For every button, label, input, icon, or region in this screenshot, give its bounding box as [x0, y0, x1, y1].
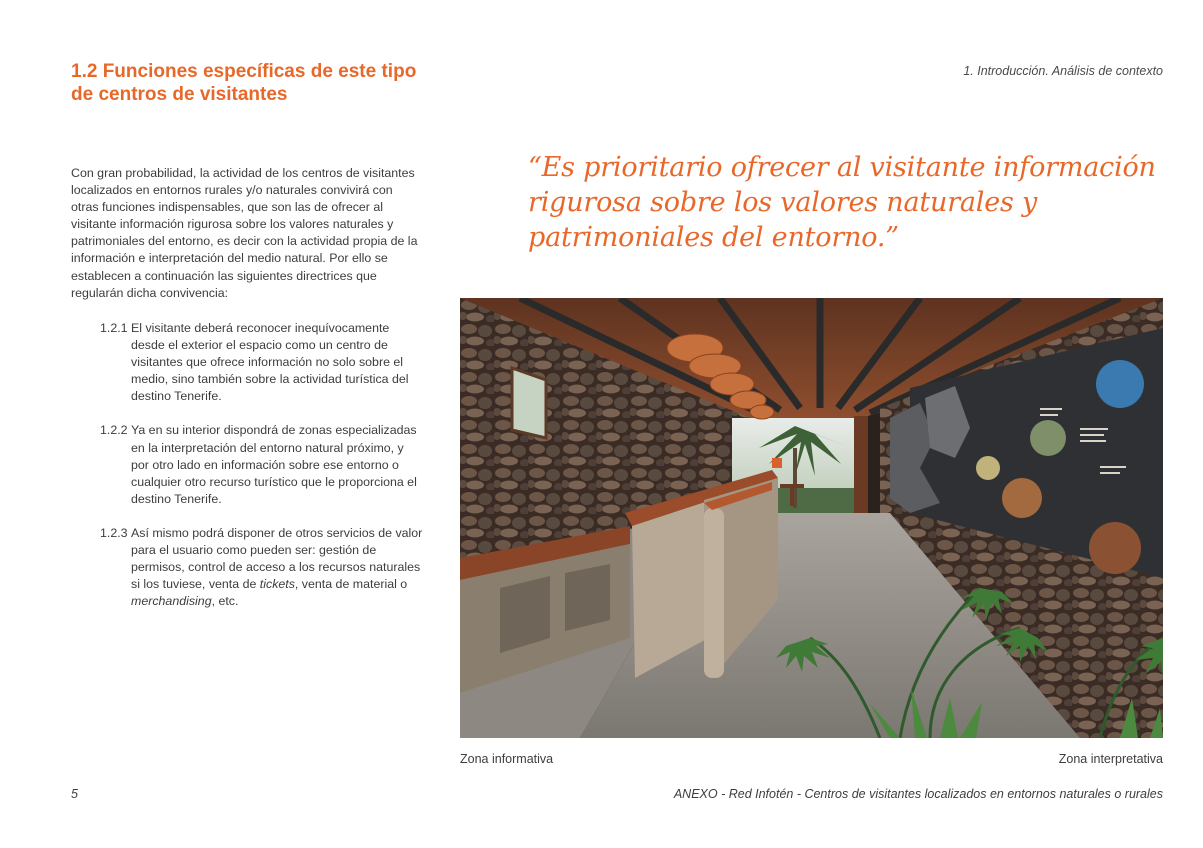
pull-quote: “Es prioritario ofrecer al visitante información rigurosa sobre los valores naturales y patrimoniales del entorno.” — [528, 152, 1156, 253]
chapter-header: 1. Introducción. Análisis de contexto — [963, 64, 1163, 78]
list-item — [100, 422, 425, 507]
item-text: Ya en su interior dispondrá de zonas especializadas en la interpretación del entorno natural próximo, y por otro lado en información sobre ese entorno o cualquier otro recurso turístico que le proporciona el destino Tenerife. — [131, 423, 417, 506]
section-title: 1.2 Funciones específicas de este tipo de centros de visitantes — [71, 61, 417, 105]
page-number: 5 — [71, 787, 78, 801]
item-emphasis: merchandising — [131, 594, 212, 609]
guidelines-list — [100, 320, 425, 627]
footer-text: ANEXO - Red Infotén - Centros de visitantes localizados en entornos naturales o rurales — [673, 787, 1163, 801]
caption-informative-zone: Zona informativa — [460, 752, 554, 766]
visitor-center-render — [460, 298, 1163, 738]
intro-paragraph: Con gran probabilidad, la actividad de los centros de visitantes localizados en entornos rurales y/o naturales convivirá con otras funciones indispensables, que son las de ofrecer al visitante información rigurosa sobre los valores naturales y patrimoniales del entorno, es decir con la actividad propia de la información e interpretación del medio natural. Por ello se establecen a continuación las siguientes directrices que regularán dicha convivencia: — [71, 166, 418, 300]
item-number: 1.2.3 — [100, 525, 128, 540]
caption-interpretive-zone: Zona interpretativa — [1058, 752, 1163, 766]
item-emphasis: tickets — [259, 577, 295, 592]
item-number: 1.2.2 — [100, 423, 128, 438]
item-text: , venta de material o — [294, 577, 408, 592]
item-text: Así mismo podrá disponer de otros servicios de valor para el usuario como pueden ser: gestión de permisos, control de acceso a los recursos naturales si los tuviese, venta de — [131, 525, 423, 592]
item-text: El visitante deberá reconocer inequívocamente desde el exterior el espacio como un centro de visitantes que ofrece información no solo sobre el medio, sino también sobre la actividad turística del destino Tenerife. — [131, 321, 409, 404]
list-item — [100, 320, 425, 405]
item-text: , etc. — [211, 594, 239, 609]
item-number: 1.2.1 — [100, 321, 128, 335]
list-item — [100, 525, 425, 610]
